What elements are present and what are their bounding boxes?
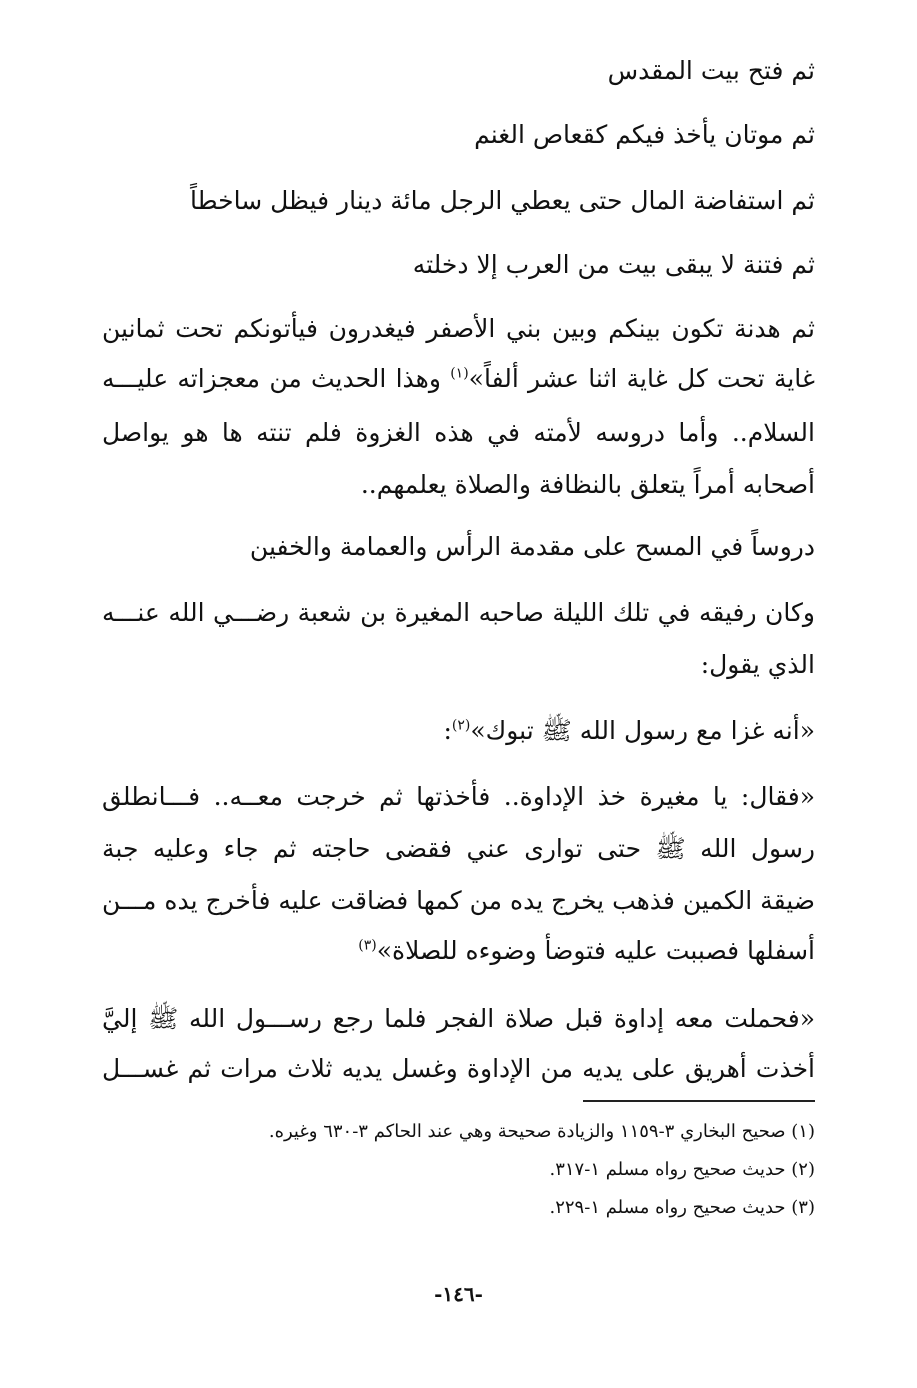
footnote-separator [583, 1100, 815, 1102]
text-line: وكان رفيقه في تلك الليلة صاحبه المغيرة بن شعبة رضـــي الله عنـــه [102, 598, 815, 627]
text-line: دروساً في المسح على مقدمة الرأس والعمامة والخفين [249, 532, 815, 561]
footnote-1: (١) صحيح البخاري ٣-١١٥٩ والزيادة صحيحة وهي عند الحاكم ٣-٦٣٠ وغيره. [268, 1121, 815, 1142]
footnote-3: (٣) حديث صحيح رواه مسلم ١-٢٢٩. [549, 1197, 815, 1218]
punctuation: : [443, 716, 452, 745]
text-line: ثم هدنة تكون بينكم وبين بني الأصفر فيغدرون فيأتونكم تحت ثمانين [102, 314, 815, 343]
text-line: «فقال: يا مغيرة خذ الإداوة.. فأخذتها ثم خرجت معــه.. فـــانطلق [102, 782, 815, 811]
page-number: -١٤٦- [434, 1282, 483, 1306]
quote-text: «أنه غزا مع رسول الله ﷺ تبوك» [470, 716, 815, 745]
footnote-reference: (٣) [358, 937, 377, 954]
text-line: السلام.. وأما دروسه لأمته في هذه الغزوة فلم تنته ها هو يواصل [102, 418, 815, 447]
footnote-reference: (٢) [451, 717, 471, 734]
text-line: أصحابه أمراً يتعلق بالنظافة والصلاة يعلمهم.. [360, 470, 815, 499]
text-line: «فحملت معه إداوة قبل صلاة الفجر فلما رجع رســـول الله ﷺ إليَّ [102, 1004, 815, 1033]
text-continuation: وهذا الحديث من معجزاته عليـــه [102, 364, 441, 393]
text-line-with-reference [358, 922, 815, 980]
quote-text: أسفلها فصببت عليه فتوضأ وضوءه للصلاة» [376, 936, 815, 965]
text-line: ثم موتان يأخذ فيكم كقعاص الغنم [474, 120, 815, 149]
text-line: ثم فتح بيت المقدس [607, 56, 815, 85]
text-line: ثم استفاضة المال حتى يعطي الرجل مائة دينار فيظل ساخطاً [190, 186, 815, 215]
text-line-with-reference [443, 702, 815, 760]
text-line: الذي يقول: [700, 650, 815, 679]
text-line: رسول الله ﷺ حتى توارى عني فقضى حاجته ثم جاء وعليه جبة [102, 834, 815, 863]
footnote-2: (٢) حديث صحيح رواه مسلم ١-٣١٧. [549, 1159, 815, 1180]
quote-text: غاية تحت كل غاية اثنا عشر ألفاً» [468, 364, 815, 393]
footnote-reference: (١) [450, 365, 469, 382]
text-line: أخذت أهريق على يديه من الإداوة وغسل يديه ثلاث مرات ثم غســـل [102, 1054, 815, 1083]
text-line: ثم فتنة لا يبقى بيت من العرب إلا دخلته [412, 250, 815, 279]
text-line: ضيقة الكمين فذهب يخرج يده من كمها فضاقت عليه فأخرج يده مـــن [102, 886, 815, 915]
text-line-with-reference [102, 350, 815, 408]
